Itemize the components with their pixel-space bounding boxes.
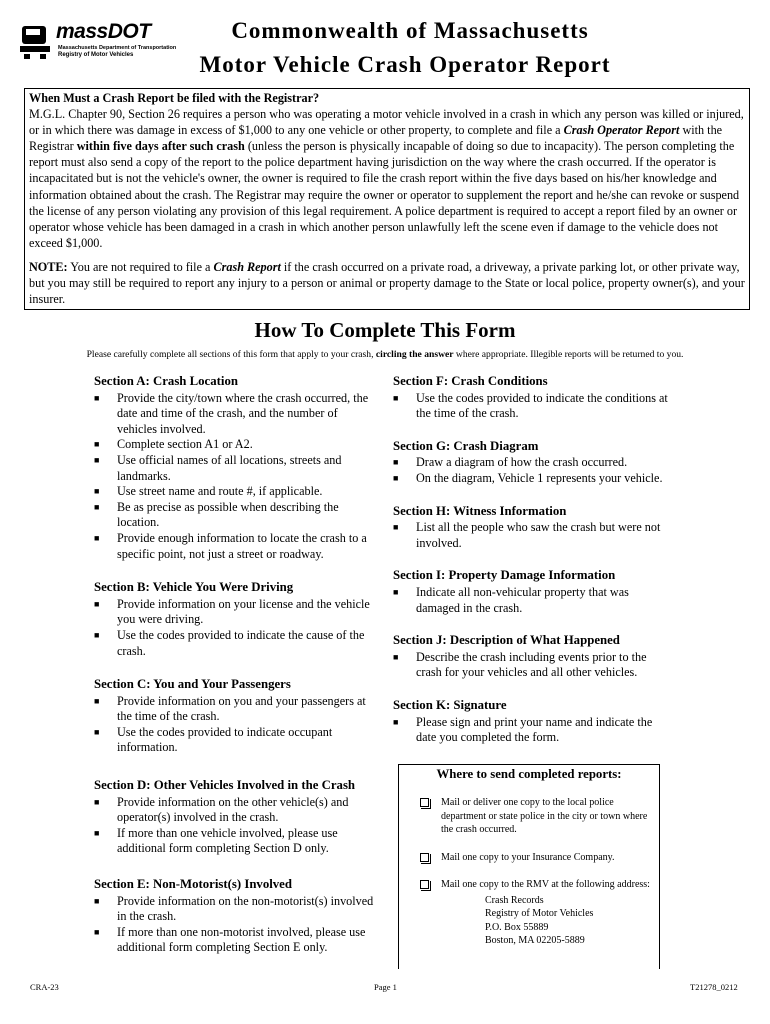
section-k: [393, 698, 673, 746]
list-item: ■ Use the codes provided to indicate the conditions at the time of the crash.: [393, 390, 668, 421]
page-number: Page 1: [374, 982, 397, 992]
bullet-icon: ■: [393, 651, 399, 662]
bullet-icon: ■: [94, 726, 100, 737]
send-option-rmv: Mail one copy to the RMV at the following address: Crash Records Registry of Motor Vehicles P.O. Box 55889 Boston, MA 02205-5889: [399, 878, 659, 948]
list-item: ■ Use street name and route #, if applicable.: [94, 484, 323, 499]
bullet-icon: ■: [94, 827, 100, 838]
list-item: ■ Be as precise as possible when describing the location.: [94, 499, 339, 530]
how-to-instructions: Please carefully complete all sections of this form that apply to your crash, circling the answer where appropriate. Illegible reports will be returned to you.: [86, 349, 684, 360]
filing-question: When Must a Crash Report be filed with the Registrar?: [29, 91, 320, 105]
bullet-icon: ■: [393, 472, 399, 483]
section-c-title: Section C: You and Your Passengers: [94, 677, 291, 692]
bullet-icon: ■: [393, 716, 399, 727]
send-option-police: Mail or deliver one copy to the local police department or state police in the city or town where the crash occurred.: [399, 796, 659, 837]
list-item: ■ Provide information on the other vehicle(s) and operator(s) involved in the crash.: [94, 794, 349, 825]
checkbox-icon: [420, 798, 429, 807]
list-item: ■ Use the codes provided to indicate occupant information.: [94, 724, 333, 755]
where-to-send-box: [398, 764, 660, 969]
bullet-icon: ■: [94, 926, 100, 937]
bullet-icon: ■: [393, 522, 399, 533]
bullet-icon: ■: [94, 629, 100, 640]
page-title-commonwealth: Commonwealth of Massachusetts: [231, 18, 589, 43]
list-item: ■ Indicate all non-vehicular property that was damaged in the crash.: [393, 584, 629, 615]
bullet-icon: ■: [94, 895, 100, 906]
private-road-note: NOTE: You are not required to file a Crash Report if the crash occurred on a private road, a driveway, a private parking lot, or other private way, but you may still be required to report any injury to a person or animal or property damage to the State or local police, property owner(s), and your insurer.: [29, 259, 745, 307]
section-g: [393, 439, 673, 487]
section-i: [393, 568, 673, 616]
bullet-icon: ■: [94, 454, 100, 465]
bullet-icon: ■: [94, 501, 100, 512]
section-d: [94, 778, 374, 857]
massdot-logo: [20, 20, 177, 68]
section-b-title: Section B: Vehicle You Were Driving: [94, 580, 294, 595]
bullet-icon: ■: [94, 598, 100, 609]
list-item: ■ Draw a diagram of how the crash occurred.: [393, 455, 628, 470]
list-item: ■ Provide information on your license and the vehicle you were driving.: [94, 596, 370, 627]
list-item: ■ Provide the city/town where the crash occurred, the date and time of the crash, and the number of vehicles involved.: [94, 390, 369, 436]
list-item: ■ Describe the crash including events prior to the crash for your vehicles and all other vehicles.: [393, 649, 647, 680]
form-id: CRA-23: [30, 982, 59, 992]
section-e-title: Section E: Non-Motorist(s) Involved: [94, 877, 292, 892]
section-c: [94, 677, 374, 756]
bullet-icon: ■: [94, 439, 100, 450]
checkbox-icon: [420, 853, 429, 862]
section-a: [94, 374, 374, 562]
bullet-icon: ■: [94, 796, 100, 807]
bullet-icon: ■: [94, 695, 100, 706]
filing-requirements-box: [24, 88, 750, 310]
list-item: ■ Use official names of all locations, streets and landmarks.: [94, 452, 342, 483]
section-k-title: Section K: Signature: [393, 697, 507, 712]
list-item: ■ Use the codes provided to indicate the cause of the crash.: [94, 627, 365, 658]
right-column: [393, 374, 673, 759]
list-item: ■ Provide information on you and your passengers at the time of the crash.: [94, 693, 366, 724]
section-h-title: Section H: Witness Information: [393, 503, 567, 518]
send-option-insurance: Mail one copy to your Insurance Company.: [399, 851, 659, 865]
bullet-icon: ■: [393, 457, 399, 468]
section-g-title: Section G: Crash Diagram: [393, 438, 539, 453]
list-item: ■ Please sign and print your name and indicate the date you completed the form.: [393, 714, 653, 745]
bullet-icon: ■: [393, 586, 399, 597]
section-d-title: Section D: Other Vehicles Involved in the Crash: [94, 778, 356, 793]
how-to-title: How To Complete This Form: [254, 318, 516, 342]
bullet-icon: ■: [94, 392, 100, 403]
form-code: T21278_0212: [690, 982, 738, 992]
list-item: ■ If more than one vehicle involved, please use additional form completing Section D only.: [94, 825, 338, 856]
truck-logo-icon: [20, 22, 54, 62]
section-f: [393, 374, 673, 422]
list-item: ■ Provide information on the non-motorist(s) involved in the crash.: [94, 893, 374, 924]
list-item: ■ If more than one non-motorist involved, please use additional form completing Section E only.: [94, 924, 366, 955]
bullet-icon: ■: [94, 486, 100, 497]
bullet-icon: ■: [94, 532, 100, 543]
list-item: ■ Complete section A1 or A2.: [94, 437, 253, 452]
list-item: ■ List all the people who saw the crash but were not involved.: [393, 520, 661, 550]
list-item: ■ On the diagram, Vehicle 1 represents your vehicle.: [393, 470, 663, 485]
left-column: [94, 374, 374, 969]
where-to-send-title: Where to send completed reports:: [436, 767, 622, 781]
section-b: [94, 580, 374, 659]
bullet-icon: ■: [393, 392, 399, 403]
section-f-title: Section F: Crash Conditions: [393, 374, 548, 388]
checkbox-icon: [420, 880, 429, 889]
list-item: ■ Provide enough information to locate the crash to a specific point, not just a street or roadway.: [94, 530, 367, 561]
section-j-title: Section J: Description of What Happened: [393, 633, 620, 648]
logo-subtitle-rmv: Registry of Motor Vehicles: [58, 52, 134, 58]
filing-requirements-text: M.G.L. Chapter 90, Section 26 requires a person who was operating a motor vehicle involved in a crash in which any person was killed or injured, or in which there was damage in excess of $1,000 to any one vehicle or other property, to complete and file a Crash Operator Report with the Registrar within five days after such crash (unless the person is physically incapable of doing so due to incapacity). The person completing the report must also send a copy of the report to the police department having jurisdiction on the way where the crash occurred. If the operator is incapacitated but is not the vehicle's owner, the owner is required to file the crash report within the five days based on his/her knowledge and information obtained about the crash. The Registrar may require the owner or operator to supplement the report and he/she can revoke or suspend the license of any person violating any provision of this legal requirement. A police department is required to accept a report filed by an owner or operator whose vehicle has been damaged in a crash in which another person unlawfully left the scene even if damage to the vehicle does not exceed $1,000.: [29, 107, 744, 250]
logo-subtitle-dept: Massachusetts Department of Transportation: [58, 45, 177, 51]
section-j: [393, 633, 673, 681]
logo-wordmark: massDOT: [56, 20, 151, 43]
section-a-title: Section A: Crash Location: [94, 374, 238, 388]
section-h: [393, 504, 673, 552]
page-title-report: Motor Vehicle Crash Operator Report: [199, 52, 611, 77]
section-i-title: Section I: Property Damage Information: [393, 568, 616, 583]
rmv-address: Crash Records Registry of Motor Vehicles P.O. Box 55889 Boston, MA 02205-5889: [485, 894, 594, 946]
section-e: [94, 877, 374, 956]
